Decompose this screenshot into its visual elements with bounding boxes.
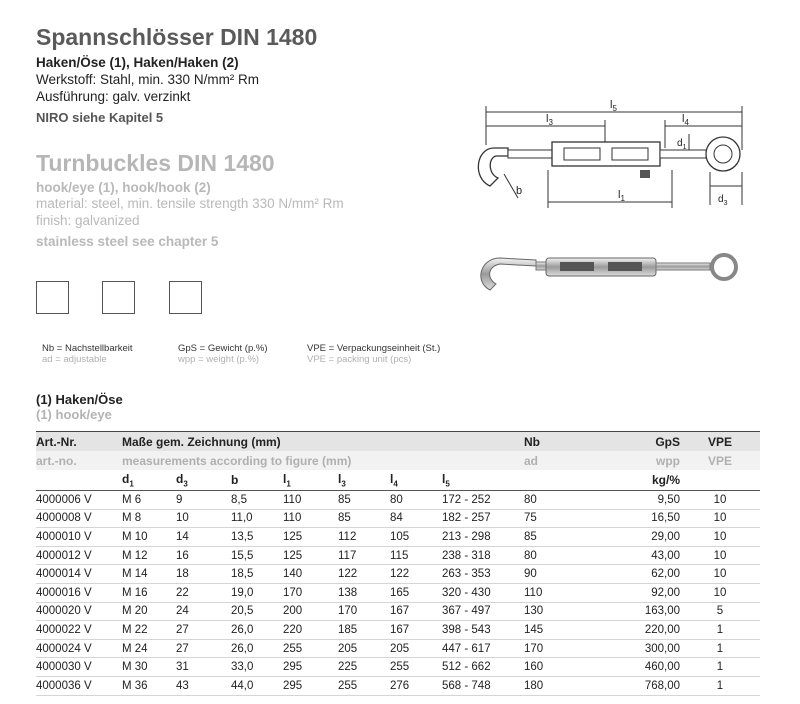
cell-l1: 220 xyxy=(283,621,338,640)
cell-l3: 85 xyxy=(338,509,390,528)
cell-gps: 9,50 xyxy=(594,491,680,510)
stainless-note-en: stainless steel see chapter 5 xyxy=(36,234,219,249)
cell-b: 19,0 xyxy=(231,583,283,602)
cell-art: 4000030 V xyxy=(36,658,122,677)
turnbuckle-product-image xyxy=(470,240,760,300)
label-l4: l xyxy=(682,113,685,125)
label-l5: l xyxy=(610,99,613,111)
cell-vpe: 10 xyxy=(680,509,760,528)
col-l5: $l_5$ xyxy=(442,470,524,491)
material-de: Werkstoff: Stahl, min. 330 N/mm² Rm xyxy=(36,72,260,87)
table-row xyxy=(36,639,760,658)
cell-l3: 117 xyxy=(338,546,390,565)
cell-b: 11,0 xyxy=(231,509,283,528)
label-d1: d xyxy=(677,138,683,149)
cell-l3: 85 xyxy=(338,491,390,510)
cell-nb: 160 xyxy=(524,658,594,677)
cell-l3: 170 xyxy=(338,602,390,621)
cell-nb: 130 xyxy=(524,602,594,621)
cell-b: 8,5 xyxy=(231,491,283,510)
cell-b: 20,5 xyxy=(231,602,283,621)
cell-l1: 255 xyxy=(283,639,338,658)
cell-d1: M 24 xyxy=(122,639,176,658)
cell-d1: M 12 xyxy=(122,546,176,565)
cell-l4: 105 xyxy=(390,528,442,547)
table-header-en: art.-no. measurements according to figure (mm) ad wpp VPE xyxy=(36,451,760,470)
cell-l4: 84 xyxy=(390,509,442,528)
label-l3: l xyxy=(546,113,549,125)
cell-d3: 9 xyxy=(176,491,231,510)
cell-art: 4000014 V xyxy=(36,565,122,584)
table-row xyxy=(36,621,760,640)
svg-text:d1: $d_1$ xyxy=(677,138,687,151)
cell-vpe: 10 xyxy=(680,528,760,547)
title-de: Spannschlösser DIN 1480 xyxy=(36,24,318,50)
title-en: Turnbuckles DIN 1480 xyxy=(36,150,275,176)
cell-b: 18,5 xyxy=(231,565,283,584)
cell-l1: 110 xyxy=(283,509,338,528)
cell-l3: 185 xyxy=(338,621,390,640)
col-vpe: VPE xyxy=(680,432,760,452)
cell-l3: 255 xyxy=(338,676,390,695)
table-row xyxy=(36,528,760,547)
finish-de: Ausführung: galv. verzinkt xyxy=(36,89,191,104)
cell-gps: 62,00 xyxy=(594,565,680,584)
cell-d1: M 30 xyxy=(122,658,176,677)
cell-art: 4000010 V xyxy=(36,528,122,547)
cell-d3: 22 xyxy=(176,583,231,602)
cell-l3: 112 xyxy=(338,528,390,547)
cell-l1: 295 xyxy=(283,676,338,695)
cell-l5: 398 - 543 xyxy=(442,621,524,640)
cell-d1: M 6 xyxy=(122,491,176,510)
cell-l1: 110 xyxy=(283,491,338,510)
cell-nb: 90 xyxy=(524,565,594,584)
hook-shape xyxy=(478,148,508,186)
cell-l1: 170 xyxy=(283,583,338,602)
cell-nb: 180 xyxy=(524,676,594,695)
cell-gps: 768,00 xyxy=(594,676,680,695)
cell-l5: 568 - 748 xyxy=(442,676,524,695)
table-row xyxy=(36,583,760,602)
cell-d3: 14 xyxy=(176,528,231,547)
col-b: b xyxy=(231,470,283,491)
cell-b: 26,0 xyxy=(231,639,283,658)
cell-vpe: 1 xyxy=(680,658,760,677)
cell-vpe: 5 xyxy=(680,602,760,621)
cell-vpe: 10 xyxy=(680,583,760,602)
cell-l4: 165 xyxy=(390,583,442,602)
cell-l1: 125 xyxy=(283,546,338,565)
option-square-2[interactable] xyxy=(102,281,135,314)
col-gps: GpS xyxy=(594,432,680,452)
cell-vpe: 1 xyxy=(680,639,760,658)
col-kg: kg/% xyxy=(594,470,680,491)
cell-l3: 205 xyxy=(338,639,390,658)
cell-nb: 145 xyxy=(524,621,594,640)
section-title-en: (1) hook/eye xyxy=(36,407,112,422)
cell-l4: 276 xyxy=(390,676,442,695)
table-row xyxy=(36,602,760,621)
cell-l5: 263 - 353 xyxy=(442,565,524,584)
subtitle-en: hook/eye (1), hook/hook (2) xyxy=(36,180,211,195)
cell-l5: 367 - 497 xyxy=(442,602,524,621)
turnbuckle-dimension-drawing xyxy=(460,90,760,220)
cell-l3: 122 xyxy=(338,565,390,584)
label-b: b xyxy=(516,185,523,197)
cell-l4: 115 xyxy=(390,546,442,565)
svg-text:l5: $l_5$ xyxy=(610,99,617,113)
cell-d3: 31 xyxy=(176,658,231,677)
niro-note-de: NIRO siehe Kapitel 5 xyxy=(36,110,164,125)
cell-l3: 138 xyxy=(338,583,390,602)
cell-art: 4000020 V xyxy=(36,602,122,621)
cell-l5: 512 - 662 xyxy=(442,658,524,677)
col-l3: $l_3$ xyxy=(338,470,390,491)
cell-l4: 255 xyxy=(390,658,442,677)
cell-d3: 10 xyxy=(176,509,231,528)
cell-l1: 200 xyxy=(283,602,338,621)
eye-inner xyxy=(714,145,732,163)
cell-d1: M 10 xyxy=(122,528,176,547)
cell-l1: 140 xyxy=(283,565,338,584)
cell-art: 4000036 V xyxy=(36,676,122,695)
cell-d1: M 16 xyxy=(122,583,176,602)
legend-vpe-de: VPE = Verpackungseinheit (St.) xyxy=(307,343,441,354)
legend-gps-en: wpp = weight (p.%) xyxy=(178,354,260,365)
cell-gps: 163,00 xyxy=(594,602,680,621)
body-slot-left xyxy=(564,148,600,160)
cell-gps: 43,00 xyxy=(594,546,680,565)
cell-vpe: 10 xyxy=(680,546,760,565)
cell-l5: 320 - 430 xyxy=(442,583,524,602)
cell-d1: M 22 xyxy=(122,621,176,640)
table-header-de xyxy=(36,432,760,452)
cell-d1: M 14 xyxy=(122,565,176,584)
svg-text:l4: $l_4$ xyxy=(682,113,689,127)
cell-l4: 167 xyxy=(390,602,442,621)
legend-nb-de: Nb = Nachstellbarkeit xyxy=(42,343,133,354)
cell-nb: 80 xyxy=(524,546,594,565)
cell-d3: 27 xyxy=(176,639,231,658)
table-row xyxy=(36,509,760,528)
svg-text:l1: $l_1$ xyxy=(618,189,625,203)
cell-d3: 43 xyxy=(176,676,231,695)
col-nb: Nb xyxy=(524,432,594,452)
cell-d3: 18 xyxy=(176,565,231,584)
hatch-mark xyxy=(640,170,650,178)
cell-l4: 167 xyxy=(390,621,442,640)
cell-l5: 182 - 257 xyxy=(442,509,524,528)
col-l1: $l_1$ xyxy=(283,470,338,491)
subtitle-de: Haken/Öse (1), Haken/Haken (2) xyxy=(36,55,239,70)
cell-art: 4000012 V xyxy=(36,546,122,565)
col-l4: $l_4$ xyxy=(390,470,442,491)
photo-eye xyxy=(712,255,736,279)
cell-l5: 213 - 298 xyxy=(442,528,524,547)
cell-gps: 29,00 xyxy=(594,528,680,547)
cell-l5: 447 - 617 xyxy=(442,639,524,658)
cell-d3: 27 xyxy=(176,621,231,640)
cell-b: 26,0 xyxy=(231,621,283,640)
cell-l4: 122 xyxy=(390,565,442,584)
table-row xyxy=(36,491,760,510)
cell-b: 15,5 xyxy=(231,546,283,565)
cell-gps: 220,00 xyxy=(594,621,680,640)
cell-art: 4000008 V xyxy=(36,509,122,528)
photo-hook xyxy=(481,258,536,290)
cell-nb: 75 xyxy=(524,509,594,528)
cell-nb: 85 xyxy=(524,528,594,547)
legend-nb-en: ad = adjustable xyxy=(42,354,107,365)
table-row xyxy=(36,565,760,584)
cell-nb: 80 xyxy=(524,491,594,510)
legend-gps-de: GpS = Gewicht (p.%) xyxy=(178,343,268,354)
table-row xyxy=(36,676,760,695)
cell-l1: 295 xyxy=(283,658,338,677)
cell-d3: 16 xyxy=(176,546,231,565)
cell-l5: 238 - 318 xyxy=(442,546,524,565)
cell-art: 4000006 V xyxy=(36,491,122,510)
cell-gps: 300,00 xyxy=(594,639,680,658)
cell-art: 4000016 V xyxy=(36,583,122,602)
label-d3: d xyxy=(718,194,724,205)
cell-b: 13,5 xyxy=(231,528,283,547)
cell-gps: 16,50 xyxy=(594,509,680,528)
label-l1: l xyxy=(618,189,621,201)
spec-table xyxy=(36,431,760,696)
cell-l1: 125 xyxy=(283,528,338,547)
col-art: Art.-Nr. xyxy=(36,432,122,452)
col-d3: $d_3$ xyxy=(176,470,231,491)
cell-nb: 110 xyxy=(524,583,594,602)
option-square-3[interactable] xyxy=(169,281,202,314)
cell-vpe: 10 xyxy=(680,565,760,584)
cell-gps: 460,00 xyxy=(594,658,680,677)
col-masse: Maße gem. Zeichnung (mm) xyxy=(122,432,524,452)
cell-d3: 24 xyxy=(176,602,231,621)
cell-l4: 80 xyxy=(390,491,442,510)
cell-l4: 205 xyxy=(390,639,442,658)
svg-text:d3: $d_3$ xyxy=(718,194,728,207)
cell-d1: M 8 xyxy=(122,509,176,528)
svg-text:l3: $l_3$ xyxy=(546,113,553,127)
legend-vpe-en: VPE = packing unit (pcs) xyxy=(307,354,412,365)
cell-art: 4000022 V xyxy=(36,621,122,640)
option-square-1[interactable] xyxy=(36,281,69,314)
finish-en: finish: galvanized xyxy=(36,213,140,228)
cell-l3: 225 xyxy=(338,658,390,677)
cell-vpe: 1 xyxy=(680,621,760,640)
cell-nb: 170 xyxy=(524,639,594,658)
material-en: material: steel, min. tensile strength 330 N/mm² Rm xyxy=(36,196,344,211)
section-title-de: (1) Haken/Öse xyxy=(36,392,123,407)
cell-art: 4000024 V xyxy=(36,639,122,658)
cell-l5: 172 - 252 xyxy=(442,491,524,510)
cell-gps: 92,00 xyxy=(594,583,680,602)
body-slot-right xyxy=(612,148,648,160)
table-header-dims xyxy=(36,470,760,491)
cell-b: 44,0 xyxy=(231,676,283,695)
rod-right xyxy=(660,150,706,158)
cell-d1: M 36 xyxy=(122,676,176,695)
cell-b: 33,0 xyxy=(231,658,283,677)
table-row xyxy=(36,658,760,677)
cell-d1: M 20 xyxy=(122,602,176,621)
table-row xyxy=(36,546,760,565)
col-d1: $d_1$ xyxy=(122,470,176,491)
cell-vpe: 10 xyxy=(680,491,760,510)
rod-left xyxy=(508,150,552,158)
cell-vpe: 1 xyxy=(680,676,760,695)
